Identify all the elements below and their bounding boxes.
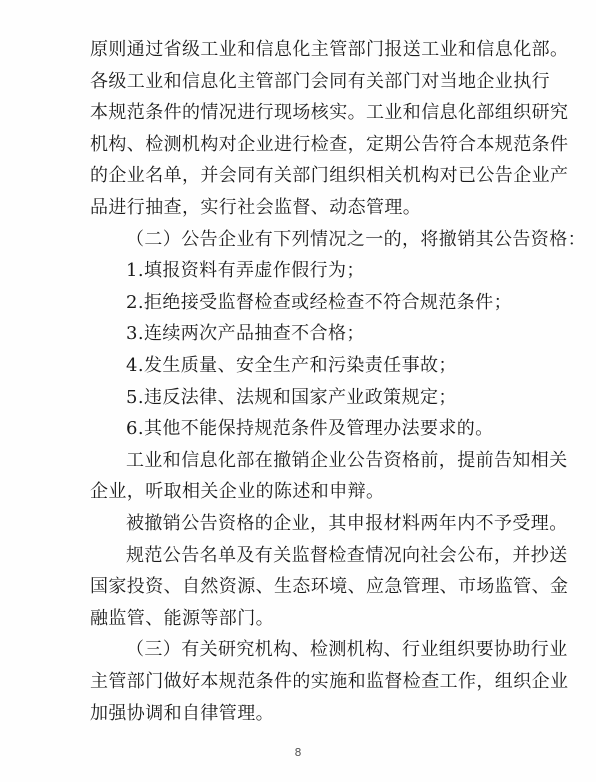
section-heading-2: （二）公告企业有下列情况之一的，将撤销其公告资格： xyxy=(126,228,586,250)
body-line: 被撤销公告资格的企业，其申报材料两年内不予受理。 xyxy=(126,513,568,534)
page-number: 8 xyxy=(294,746,302,759)
body-line: 各级工业和信息化主管部门会同有关部门对当地企业执行 xyxy=(90,70,550,92)
body-line: 企业，听取相关企业的陈述和申辩。 xyxy=(90,481,385,503)
body-line: 本规范条件的情况进行现场核实。工业和信息化部组织研究 xyxy=(90,102,569,124)
list-item: 6.其他不能保持规范条件及管理办法要求的。 xyxy=(126,418,494,440)
section-heading-3: （三）有关研究机构、检测机构、行业组织要协助行业 xyxy=(126,639,568,661)
body-line: 的企业名单，并会同有关部门组织相关机构对已公告企业产 xyxy=(90,165,569,187)
body-line: 工业和信息化部在撤销企业公告资格前，提前告知相关 xyxy=(126,449,568,471)
body-line: 品进行抽查，实行社会监督、动态管理。 xyxy=(90,197,422,218)
body-line: 原则通过省级工业和信息化主管部门报送工业和信息化部。 xyxy=(90,39,569,60)
body-line: 国家投资、自然资源、生态环境、应急管理、市场监管、金 xyxy=(90,576,569,598)
list-item: 2.拒绝接受监督检查或经检查不符合规范条件； xyxy=(126,291,512,313)
list-item: 5.违反法律、法规和国家产业政策规定； xyxy=(126,386,457,408)
body-line: 主管部门做好本规范条件的实施和监督检查工作，组织企业 xyxy=(90,671,569,692)
body-line: 规范公告名单及有关监督检查情况向社会公布，并抄送 xyxy=(126,544,568,566)
list-item: 4.发生质量、安全生产和污染责任事故； xyxy=(126,355,457,376)
body-line: 加强协调和自律管理。 xyxy=(90,702,274,724)
list-item: 3.连续两次产品抽查不合格； xyxy=(126,323,365,345)
list-item: 1.填报资料有弄虚作假行为； xyxy=(126,260,365,282)
body-line: 机构、检测机构对企业进行检查，定期公告符合本规范条件 xyxy=(90,133,569,155)
body-line: 融监管、能源等部门。 xyxy=(90,607,274,629)
